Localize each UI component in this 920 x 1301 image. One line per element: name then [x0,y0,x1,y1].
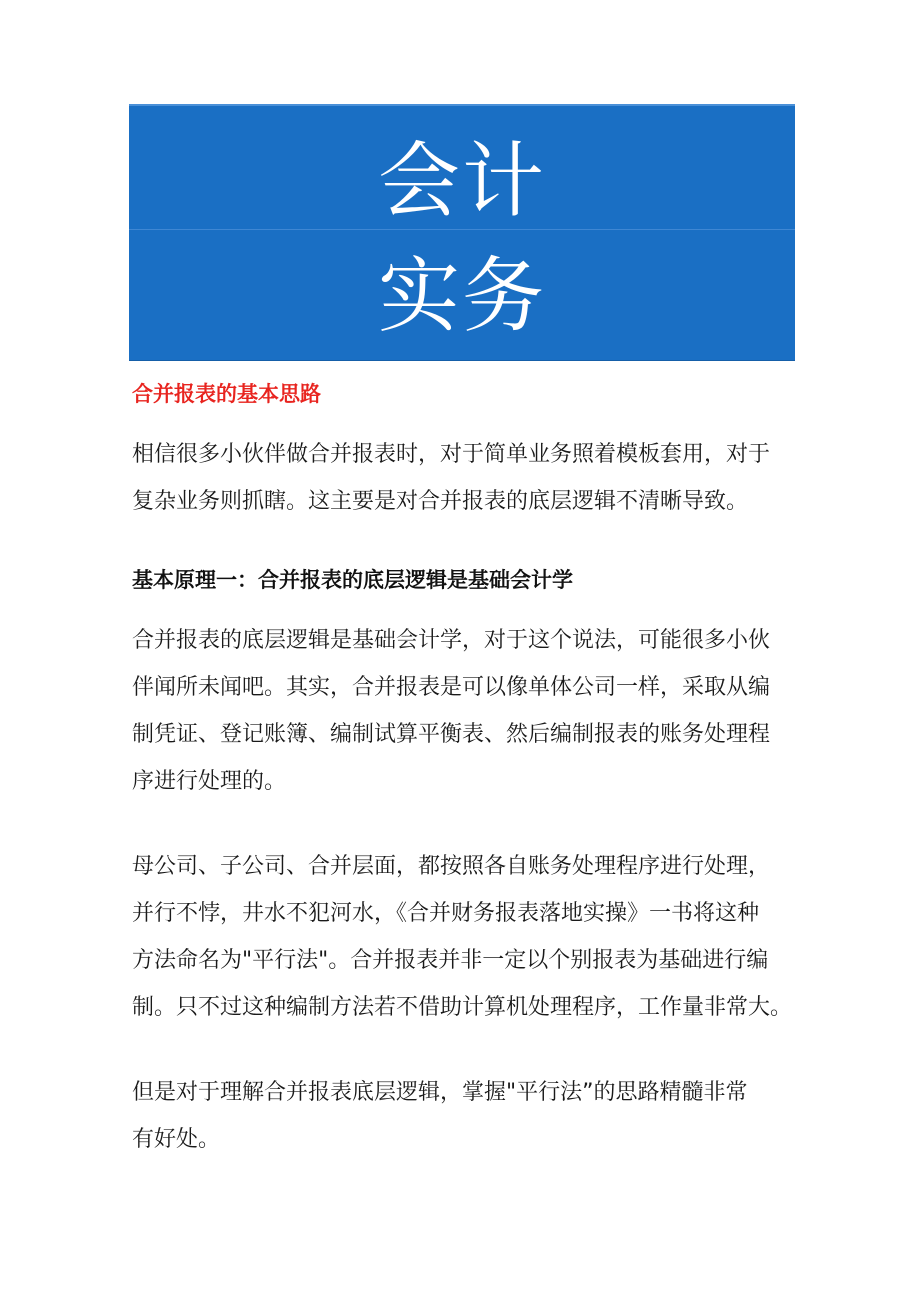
paragraph-line: 合并报表的底层逻辑是基础会计学，对于这个说法，可能很多小伙 [132,628,771,653]
paragraph-line: 方法命名为"平行法"。合并报表并非一定以个别报表为基础进行编 [132,948,769,973]
paragraph-line: 母公司、子公司、合并层面，都按照各自账务处理程序进行处理， [132,854,771,879]
banner-title-line-1: 会计 [377,134,546,229]
paragraph-line: 但是对于理解合并报表底层逻辑，掌握"平行法”的思路精髓非常 [132,1080,748,1105]
paragraph-line: 制凭证、登记账簿、编制试算平衡表、然后编制报表的账务处理程 [132,722,771,747]
intro-paragraph [132,431,798,525]
paragraph-line: 伴闻所未闻吧。其实，合并报表是可以像单体公司一样，采取从编 [132,675,771,700]
paragraph-line: 并行不悖，井水不犯河水，《合并财务报表落地实操》一书将这种 [132,901,760,926]
principle-heading: 基本原理一：合并报表的底层逻辑是基础会计学 [132,568,573,592]
banner-divider [129,229,795,230]
section-title: 合并报表的基本思路 [132,382,321,406]
principle-paragraph-2 [132,843,798,1031]
paragraph-line: 有好处。 [132,1127,221,1152]
banner-title-line-2: 实务 [377,249,546,344]
paragraph-line: 序进行处理的。 [132,769,287,794]
principle-paragraph-1 [132,617,798,805]
title-banner [129,104,795,361]
principle-paragraph-3 [132,1069,798,1163]
intro-line: 相信很多小伙伴做合并报表时，对于简单业务照着模板套用，对于 [132,442,771,467]
intro-line: 复杂业务则抓瞎。这主要是对合并报表的底层逻辑不清晰导致。 [132,489,749,514]
paragraph-line: 制。只不过这种编制方法若不借助计算机处理程序，工作量非常大。 [132,995,793,1020]
